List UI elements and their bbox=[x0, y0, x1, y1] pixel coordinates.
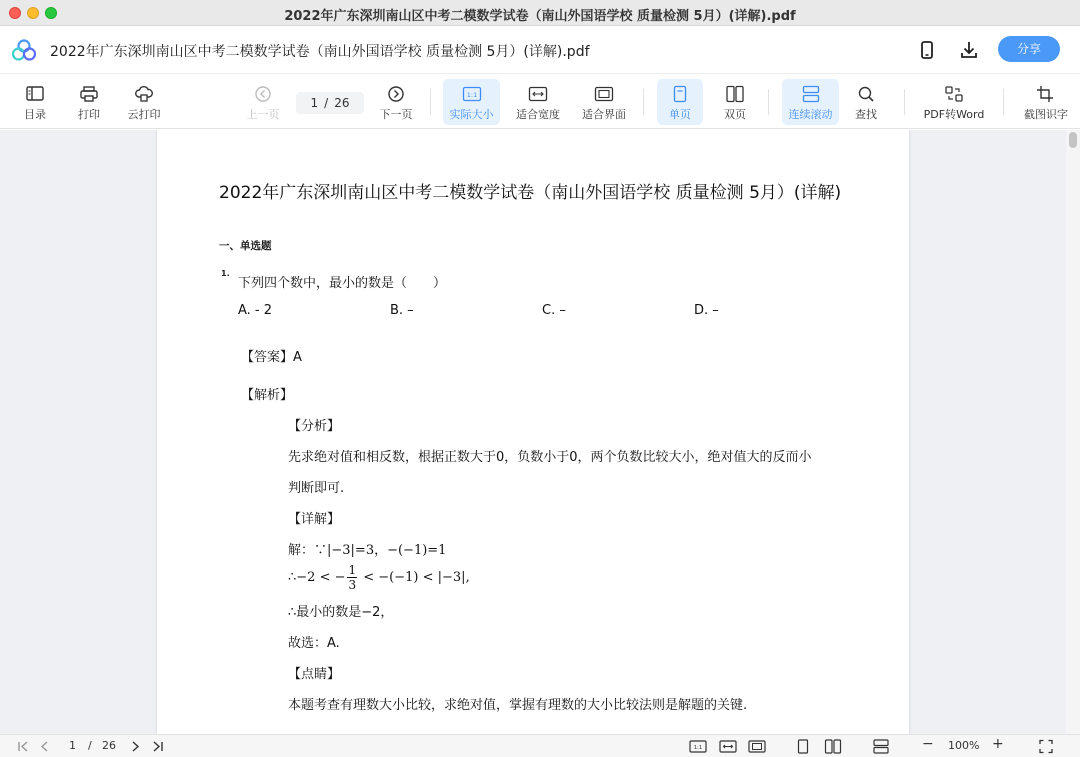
dianjing-heading: 【点睛】 bbox=[288, 667, 341, 682]
page-separator: / bbox=[324, 96, 329, 110]
actual-size-icon bbox=[462, 85, 482, 103]
svg-text:1:1: 1:1 bbox=[466, 91, 477, 99]
dianjing-text: 本题考查有理数大小比较，求绝对值，掌握有理数的大小比较法则是解题的关键. bbox=[288, 698, 748, 713]
next-page-icon[interactable] bbox=[130, 739, 142, 754]
ocr-label: 截图识字 bbox=[1024, 108, 1068, 121]
fit-width-button[interactable] bbox=[511, 79, 565, 125]
option-a: A. - 2 bbox=[238, 303, 273, 318]
print-label: 打印 bbox=[78, 108, 100, 121]
status-bar bbox=[0, 734, 1080, 757]
page-current: 1 bbox=[310, 96, 319, 110]
prev-page-label: 上一页 bbox=[246, 108, 280, 121]
next-page-label: 下一页 bbox=[379, 108, 413, 121]
download-icon[interactable] bbox=[958, 39, 980, 61]
chevron-right-circle-icon bbox=[386, 85, 406, 103]
last-page-icon[interactable] bbox=[151, 739, 165, 754]
fit-page-icon bbox=[594, 85, 614, 103]
svg-text:1:1: 1:1 bbox=[693, 745, 703, 751]
toolbar-divider bbox=[768, 89, 769, 115]
title-bar bbox=[0, 0, 1080, 26]
fit-width-icon bbox=[528, 85, 548, 103]
pdf-to-word-label: PDF转Word bbox=[923, 108, 985, 121]
app-logo-icon bbox=[12, 39, 36, 61]
double-page-icon bbox=[725, 85, 745, 103]
cloud-print-button[interactable] bbox=[122, 79, 166, 125]
section-heading: 一、单选题 bbox=[219, 240, 272, 252]
single-page-label: 单页 bbox=[669, 108, 691, 121]
app-header bbox=[0, 26, 1080, 74]
continuous-scroll-icon[interactable] bbox=[872, 739, 890, 754]
pdf-to-word-button[interactable] bbox=[918, 79, 990, 125]
xiangjie-heading: 【详解】 bbox=[288, 512, 341, 527]
actual-size-icon[interactable] bbox=[689, 739, 707, 754]
option-d: D. – bbox=[694, 303, 719, 318]
fenxi-heading: 【分析】 bbox=[288, 419, 341, 434]
solution-step-2: ∴−2 < − $\frac{1}{3}$ < −(−1) < |−3|, bbox=[288, 563, 470, 592]
single-page-icon[interactable] bbox=[796, 739, 810, 754]
actual-size-label: 实际大小 bbox=[449, 108, 494, 121]
fenxi-line-1: 先求绝对值和相反数，根据正数大于0，负数小于0，两个负数比较大小，绝对值大的反而小 bbox=[288, 450, 812, 465]
toc-button[interactable] bbox=[14, 79, 56, 125]
next-page-button[interactable] bbox=[374, 79, 418, 125]
zoom-in-button[interactable]: + bbox=[992, 736, 1004, 752]
status-page-total: 26 bbox=[102, 739, 116, 752]
fraction: $\frac{1}{3}$ bbox=[348, 563, 357, 592]
toc-label: 目录 bbox=[24, 108, 46, 121]
share-button[interactable]: 分享 bbox=[998, 36, 1060, 62]
answer-text: 【答案】A bbox=[241, 350, 302, 365]
convert-icon bbox=[944, 85, 964, 103]
double-page-button[interactable] bbox=[712, 79, 758, 125]
fit-page-icon[interactable] bbox=[748, 739, 766, 754]
document-viewport[interactable] bbox=[0, 130, 1080, 734]
question-number: 1. bbox=[221, 269, 230, 278]
option-c: C. – bbox=[542, 303, 566, 318]
continuous-scroll-icon bbox=[801, 85, 821, 103]
solution-step-4: 故选：A. bbox=[288, 636, 340, 651]
single-page-button[interactable] bbox=[657, 79, 703, 125]
status-page-current[interactable]: 1 bbox=[69, 739, 76, 752]
printer-icon bbox=[79, 85, 99, 103]
fullscreen-icon[interactable] bbox=[1039, 739, 1053, 754]
double-page-label: 双页 bbox=[724, 108, 746, 121]
single-page-icon bbox=[670, 85, 690, 103]
actual-size-button[interactable] bbox=[443, 79, 500, 125]
prev-page-button[interactable] bbox=[241, 79, 285, 125]
page-total: 26 bbox=[334, 96, 350, 110]
continuous-scroll-label: 连续滚动 bbox=[788, 108, 833, 121]
toolbar-divider bbox=[643, 89, 644, 115]
toolbar-divider bbox=[430, 89, 431, 115]
question-text: 下列四个数中，最小的数是（ ） bbox=[238, 276, 447, 291]
find-button[interactable] bbox=[846, 79, 886, 125]
fit-page-button[interactable] bbox=[577, 79, 631, 125]
crop-icon bbox=[1036, 85, 1056, 103]
fenxi-line-2: 判断即可. bbox=[288, 481, 345, 496]
phone-icon[interactable] bbox=[916, 39, 938, 61]
toolbar bbox=[0, 75, 1080, 129]
fit-page-label: 适合界面 bbox=[582, 108, 626, 121]
cloud-print-icon bbox=[134, 85, 154, 103]
option-b: B. – bbox=[390, 303, 414, 318]
solution-step-1: 解：∵|−3|=3，−(−1)=1 bbox=[288, 543, 447, 558]
double-page-icon[interactable] bbox=[824, 739, 842, 754]
window-title: 2022年广东深圳南山区中考二模数学试卷（南山外国语学校 质量检测 5月）(详解).pdf bbox=[284, 9, 796, 24]
toc-icon bbox=[25, 85, 45, 103]
ocr-button[interactable] bbox=[1018, 79, 1074, 125]
solution-step-3: ∴最小的数是−2， bbox=[288, 605, 394, 620]
print-button[interactable] bbox=[68, 79, 110, 125]
continuous-scroll-button[interactable] bbox=[782, 79, 839, 125]
analysis-heading: 【解析】 bbox=[241, 388, 294, 403]
zoom-out-button[interactable]: − bbox=[922, 736, 934, 752]
find-label: 查找 bbox=[855, 108, 877, 121]
fit-width-icon[interactable] bbox=[719, 739, 737, 754]
search-icon bbox=[856, 85, 876, 103]
prev-page-icon[interactable] bbox=[38, 739, 50, 754]
scrollbar-thumb[interactable] bbox=[1069, 132, 1077, 148]
zoom-level[interactable]: 100% bbox=[948, 739, 980, 752]
first-page-icon[interactable] bbox=[16, 739, 30, 754]
vertical-scrollbar[interactable] bbox=[1066, 130, 1080, 734]
fit-width-label: 适合宽度 bbox=[516, 108, 560, 121]
page-number-input[interactable] bbox=[296, 92, 364, 114]
toolbar-divider bbox=[1003, 89, 1004, 115]
page-heading: 2022年广东深圳南山区中考二模数学试卷（南山外国语学校 质量检测 5月）(详解) bbox=[219, 183, 842, 203]
document-title: 2022年广东深圳南山区中考二模数学试卷（南山外国语学校 质量检测 5月）(详解).pdf bbox=[50, 44, 590, 60]
chevron-left-circle-icon bbox=[253, 85, 273, 103]
cloud-print-label: 云打印 bbox=[127, 108, 161, 121]
pdf-page bbox=[157, 130, 909, 734]
toolbar-divider bbox=[904, 89, 905, 115]
status-page-separator: / bbox=[88, 739, 92, 752]
